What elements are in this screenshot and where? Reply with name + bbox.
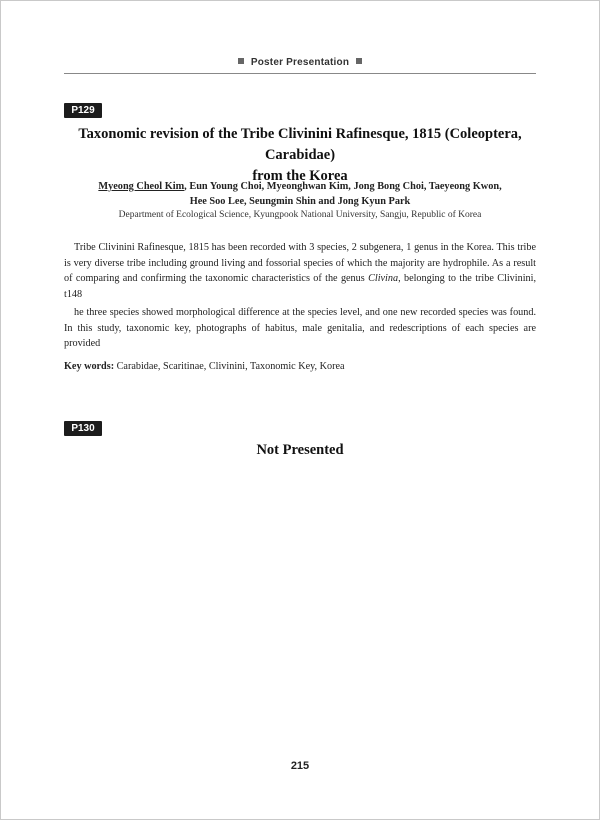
header-divider (64, 73, 536, 74)
author-list (64, 179, 536, 209)
author-line1 (64, 179, 536, 194)
running-header (64, 57, 536, 68)
abstract-title-line1: Taxonomic revision of the Tribe Clivinini Rafinesque, 1815 (Coleoptera, Carabidae) (78, 126, 522, 163)
keywords (64, 359, 536, 374)
abstract-paragraph-2: he three species showed morphological difference at the species level, and one new recorded species was found. In this study, taxonomic key, photographs of habitus, male genitalia, and redescriptions of each species are provided (64, 307, 536, 349)
paragraph-1-text-b: , belonging to the tribe Clivinini, t148 (64, 273, 537, 300)
affiliation: Department of Ecological Science, Kyungpook National University, Sangju, Republic of Korea (118, 210, 482, 220)
genus-name: Clivina (368, 273, 399, 284)
section-title: Poster Presentation (250, 57, 350, 68)
poster-tag-p130: P130 (64, 421, 102, 436)
keywords-list: Carabidae, Scaritinae, Clivinini, Taxonomic Key, Korea (114, 361, 345, 372)
presenting-author: Myeong Cheol Kim (98, 181, 185, 192)
abstract-paragraph-1 (64, 240, 536, 302)
abstract-title (64, 124, 536, 187)
paragraph-1-text-a: Tribe Clivinini Rafinesque, 1815 has been recorded with 3 species, 2 subgenera, 1 genus in the Korea. This tribe is very diverse tribe including ground living and fossorial species of which the majority are hydrophile. As a result of comparing and confirming the taxonomic characteristics of the genus (64, 242, 536, 284)
keywords-label: Key words: (64, 361, 115, 372)
co-authors-line1: , Eun Young Choi, Myeonghwan Kim, Jong Bong Choi, Taeyeong Kwon, (184, 181, 502, 192)
square-bullet-icon (356, 58, 362, 64)
not-presented-notice: Not Presented (256, 442, 344, 458)
author-line2: Hee Soo Lee, Seungmin Shin and Jong Kyun Park (189, 196, 411, 207)
poster-tag-p129: P129 (64, 103, 102, 118)
square-bullet-icon (238, 58, 244, 64)
page-number: 215 (290, 760, 310, 772)
abstract-title-line2: from the Korea (252, 168, 348, 184)
